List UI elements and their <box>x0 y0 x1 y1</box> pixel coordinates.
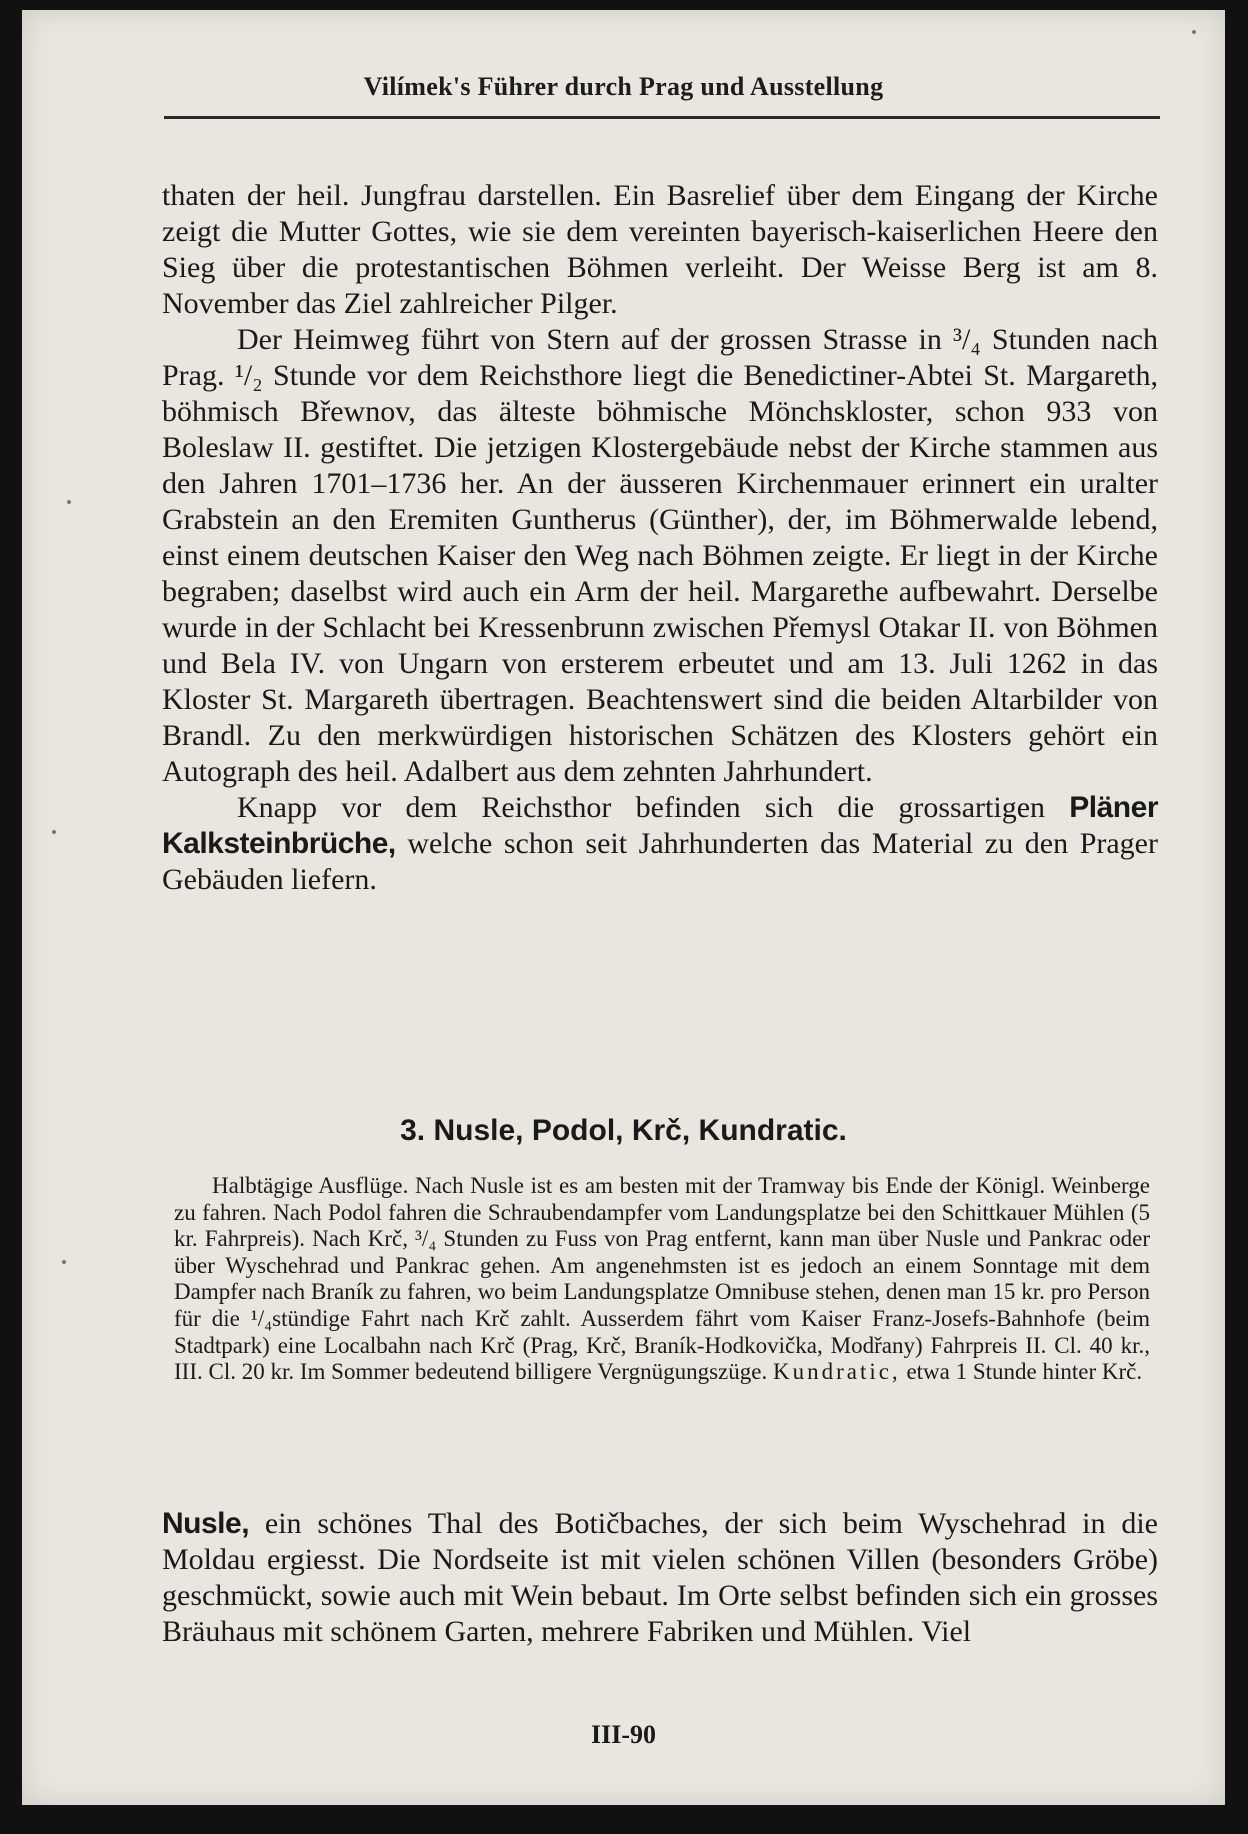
note-kundratic: Kundratic, <box>772 1359 901 1385</box>
paper-speck <box>62 1260 66 1264</box>
main-text-block <box>162 178 1158 898</box>
paragraph-quarries-end: welche schon seit Jahrhunderten das Material zu den Prager Gebäuden liefern. <box>162 827 1158 896</box>
paper-speck <box>52 830 56 834</box>
paragraph-nusle-text: ein schönes Thal des Botičbaches, der sich beim Wyschehrad in die Moldau ergiesst. Die Nordseite ist mit vielen schönen Villen (besonders Gröbe) geschmückt, sowie auch mit Wein bebaut. Im Orte selbst befinden sich ein grosses Bräuhaus mit schönem Garten, mehrere Fabriken und Mühlen. Viel <box>162 1507 1158 1648</box>
section-title: 3. Nusle, Podol, Krč, Kundratic. <box>400 1114 847 1147</box>
paragraph-nusle <box>162 1506 1158 1650</box>
note-end: etwa 1 Stunde hinter Krč. <box>906 1359 1143 1385</box>
paper-speck <box>67 500 71 504</box>
note-main: Halbtägige Ausflüge. Nach Nusle ist es am besten mit der Tramway bis Ende der Königl. Weinberge zu fahren. Nach Podol fahren die Schraubendampfer vom Landungsplatze bei den Schittkauer Mühlen (5 kr. Fahrpreis). Nach Krč, ³/₄ Stunden zu Fuss von Prag entfernt, kann man über Nusle und Pankrac oder über Wyschehrad und Pankrac gehen. Am angenehmsten ist es jedoch an einem Sonntage mit dem Dampfer nach Braník zu fahren, wo beim Landungsplatze Omnibuse stehen, denen man 15 kr. pro Person für die ¹/₄stündige Fahrt nach Krč zahlt. Ausserdem fährt vom Kaiser Franz-Josefs-Bahnhofe (beim Stadtpark) eine Localbahn nach Krč (Prag, Krč, Braník-Hodkovička, Modřany) Fahrpreis II. Cl. 40 kr., III. Cl. 20 kr. Im Sommer bedeutend billigere Vergnügungszüge. <box>174 1173 1150 1385</box>
paragraph-st-margareth: Der Heimweg führt von Stern auf der grossen Strasse in ³/₄ Stunden nach Prag. ¹/₂ Stunde vor dem Reichsthore liegt die Benedictiner-Abtei St. Margareth, böhmisch Břewnov, das älteste böhmische Mönchskloster, schon 933 von Boleslaw II. gestiftet. Die jetzigen Klostergebäude nebst der Kirche stammen aus den Jahren 1701–1736 her. An der äusseren Kirchenmauer erinnert ein uralter Grabstein an den Eremiten Guntherus (Günther), der, im Böhmerwalde lebend, einst einem deutschen Kaiser den Weg nach Böhmen zeigte. Er liegt in der Kirche begraben; daselbst wird auch ein Arm der heil. Margarethe aufbewahrt. Derselbe wurde in der Schlacht bei Kressenbrunn zwischen Přemysl Otakar II. von Böhmen und Bela IV. von Ungarn von ersterem erbeutet und am 13. Juli 1262 in das Kloster St. Margareth übertragen. Beachtenswert sind die beiden Altarbilder von Brandl. Zu den merkwürdigen historischen Schätzen des Klosters gehört ein Autograph des heil. Adalbert aus dem zehnten Jahrhundert. <box>162 323 1158 788</box>
excursion-note-text <box>174 1173 1150 1386</box>
paragraph-quarries-start: Knapp vor dem Reichsthor befinden sich die grossartigen <box>237 791 1046 824</box>
running-header: Vilímek's Führer durch Prag und Ausstellung <box>363 72 884 101</box>
paper-speck <box>1192 30 1196 34</box>
paragraph-quarries <box>162 790 1158 898</box>
header-rule <box>164 116 1160 119</box>
excursion-note <box>174 1173 1150 1386</box>
page-number: III-90 <box>590 1720 656 1749</box>
book-page <box>22 10 1225 1805</box>
paragraph-basrelief: thaten der heil. Jungfrau darstellen. Ein Basrelief über dem Eingang der Kirche zeigt die Mutter Gottes, wie sie dem vereinten bayerisch-kaiserlichen Heere den Sieg über die protestantischen Böhmen verleiht. Der Weisse Berg ist am 8. November das Ziel zahlreicher Pilger. <box>162 179 1158 320</box>
nusle-text-block <box>162 1506 1158 1650</box>
quarries-heading: Pläner Kalksteinbrüche, <box>162 791 1158 860</box>
nusle-heading: Nusle, <box>162 1507 250 1540</box>
